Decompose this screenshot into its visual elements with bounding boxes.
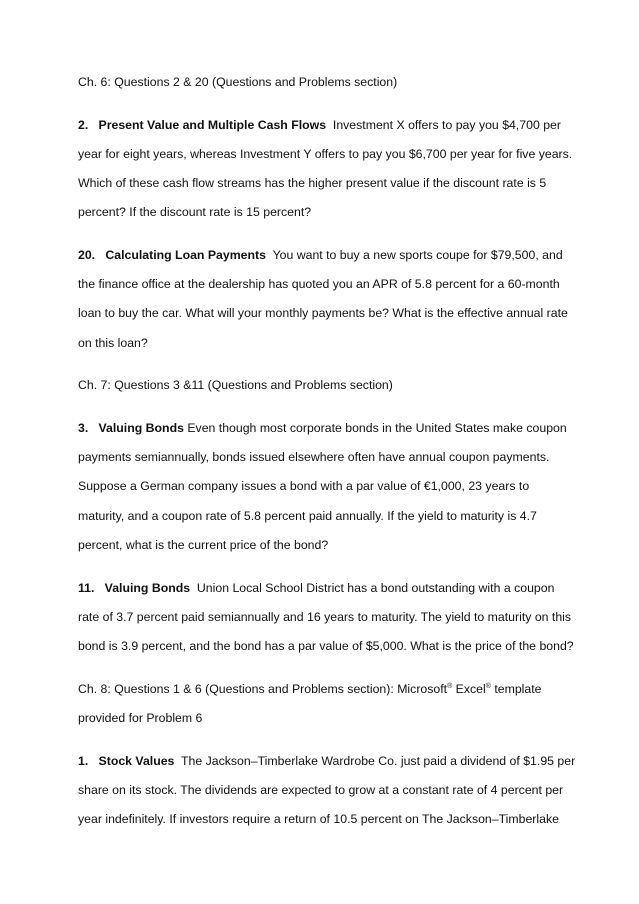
question-text: You want to buy a new sports coupe for $79,500, and the finance office at the dealership has quoted you an APR of 5.8 percent for a 60-month loan to buy the car. What will your monthly payments be? What is the effective annual rate on this loan? (78, 248, 568, 350)
question-title: Calculating Loan Payments (105, 248, 266, 263)
question-2 (78, 111, 578, 228)
question-number: 3. (78, 421, 89, 436)
question-text: The Jackson–Timberlake Wardrobe Co. just paid a dividend of $1.95 per share on its stock. The dividends are expected to grow at a constant rate of 4 percent per year indefinitely. If investors require a return of 10.5 percent on The Jackson–Timberlake (78, 753, 576, 826)
section-header-ch6: Ch. 6: Questions 2 & 20 (Questions and Problems section) (78, 75, 398, 89)
registered-mark: ® (485, 682, 491, 690)
question-title: Stock Values (98, 753, 175, 768)
question-title: Present Value and Multiple Cash Flows (98, 117, 327, 132)
question-1 (78, 747, 578, 835)
header-text: Excel (452, 681, 486, 696)
question-number: 11. (78, 580, 95, 595)
header-text: template provided for Problem 6 (78, 681, 542, 725)
header-text: Ch. 8: Questions 1 & 6 (Questions and Problems section): Microsoft (78, 681, 448, 696)
question-text: Investment X offers to pay you $4,700 per year for eight years, whereas Investment Y offers to pay you $6,700 per year for five years. Which of these cash flow streams has the higher present value if the discount rate is 5 percent? If the discount rate is 15 percent? (78, 117, 573, 220)
question-number: 20. (78, 248, 96, 263)
question-number: 2. (78, 117, 89, 132)
question-11 (78, 574, 578, 662)
question-3 (78, 414, 578, 560)
question-number: 1. (78, 753, 89, 768)
question-title: Valuing Bonds (98, 421, 184, 436)
document-page (78, 68, 578, 848)
question-text: Union Local School District has a bond outstanding with a coupon rate of 3.7 percent paid semiannually and 16 years to maturity. The yield to maturity on this bond is 3.9 percent, and the bond has a par value of $5,000. What is the price of the bond? (78, 580, 574, 653)
section-header-ch7: Ch. 7: Questions 3 &11 (Questions and Problems section) (78, 378, 393, 393)
section-header-ch8 (78, 675, 578, 733)
question-text: Even though most corporate bonds in the United States make coupon payments semiannually, bonds issued elsewhere often have annual coupon payments. Suppose a German company issues a bond with a par value of €1,000, 23 years to maturity, and a coupon rate of 5.8 percent paid annually. If the yield to maturity is 4.7 percent, what is the current price of the bond? (78, 421, 567, 552)
question-title: Valuing Bonds (104, 580, 191, 595)
registered-mark: ® (447, 682, 453, 690)
question-20 (78, 241, 578, 358)
